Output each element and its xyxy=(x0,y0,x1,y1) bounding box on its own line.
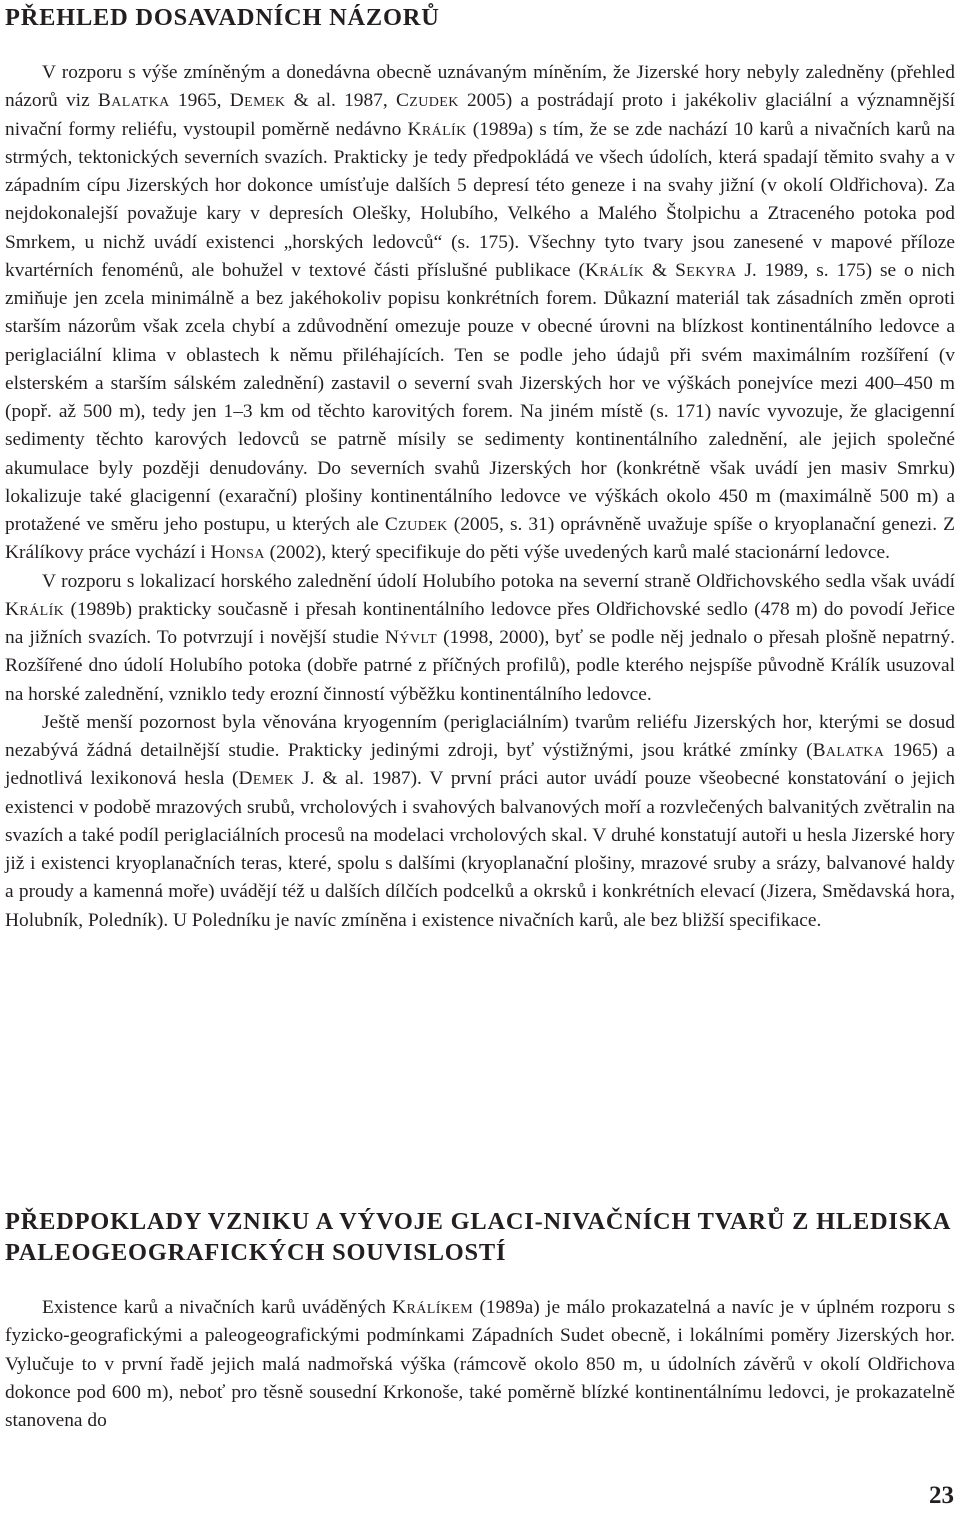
author-name: Králík xyxy=(407,118,467,140)
text-run: (2002), který specifikuje do pěti výše uvedených karů malé stacionární ledovce. xyxy=(264,542,890,564)
author-name: Balatka xyxy=(97,90,170,112)
text-run: (1998, 2000), byť se podle něj jednalo o přesah plošně nepatrný. Rozšířené dno údolí Holubího potoka (dobře patrné z příčných profilů), podle kterého nejspíše původně Králík usuzoval na horské zalednění, vzniklo tedy erozní činností výběžku kontinentálního ledovce. xyxy=(5,627,955,705)
text-run: 2005) a postrádají proto i jakékoliv glaciální a významnější nivační formy reliéfu, vystoupil poměrně nedávno xyxy=(5,90,955,140)
text-run: V rozporu s lokalizací horského zalednění údolí Holubího potoka na severní straně Oldřichovského sedla však uvádí xyxy=(42,570,955,592)
text-run: & xyxy=(644,259,676,281)
author-name: Czudek xyxy=(384,514,448,535)
author-name: Králíkem xyxy=(392,1297,474,1318)
page-number: 23 xyxy=(929,1482,954,1509)
author-name: Demek xyxy=(229,90,286,112)
author-name: Králík xyxy=(5,598,65,620)
section-prerequisites-body xyxy=(5,1294,955,1435)
text-run: Existence karů a nivačních karů uváděných xyxy=(42,1297,393,1318)
paragraph xyxy=(5,1294,955,1435)
text-run: 1965, xyxy=(169,90,230,112)
text-run: Ještě menší pozornost byla věnována kryogenním (periglaciálním) tvarům reliéfu Jizerských hor, kterými se dosud nezabývá žádná detailnější studie. Prakticky jedinými zdroji, byť výstižnými, jsou krátké zmínky ( xyxy=(5,711,955,761)
heading-line: PŘEDPOKLADY VZNIKU A VÝVOJE GLACI-NIVAČNÍCH TVARŮ Z HLEDISKA xyxy=(5,1208,952,1235)
author-name: Sekyra xyxy=(675,259,737,281)
author-name: Demek xyxy=(238,768,295,790)
text-run: 1965) a jednotlivá lexikonová hesla ( xyxy=(5,740,955,790)
text-run: J. 1989, s. 175) se o nich zmiňuje jen zcela minimálně a bez jakéhokoliv popisu konkrétních forem. Důkazní materiál tak zásadních změn oproti starším názorům však zcela chybí a zdůvodnění omezuje pouze v obecné úrovni na blízkost kontinentálního ledovce a periglaciální klima v oblastech k němu přiléhajících. Ten se podle jeho údajů při svém maximálním rozšíření (v elsterském a starším sálském zalednění) zastavil o severní svah Jizerských hor ve výškách ponejvíce mezi 400–450 m (popř. až 500 m), tedy jen 1–3 km od těchto karovitých forem. Na jiném místě (s. 171) navíc vyvozuje, že glacigenní sedimenty těchto karových ledovců se patrně mísily se sedimenty kontinentálního zalednění, ale jejich společné akumulace byly později denudovány. Do severních svahů Jizerských hor (konkrétně však uvádí jen masiv Smrku) lokalizuje také glacigenní (exarační) plošiny kontinentálního ledovce ve výškách okolo 450 m (maximálně 500 m) a protažené ve směru jeho postupu, u kterých ale xyxy=(5,259,956,535)
text-run: (2005, s. 31) oprávněně uvažuje spíše o kryoplanační genezi. Z Králíkovy práce vychází i xyxy=(5,514,955,564)
section-heading-overview: PŘEHLED DOSAVADNÍCH NÁZORŮ xyxy=(5,4,440,31)
text-run: (1989a) je málo prokazatelná a navíc je v úplném rozporu s fyzicko-geografickými a paleogeografickými podmínkami Západních Sudet obecně, i lokálními poměry Jizerských hor. Vylučuje to v první řadě jejich malá nadmořská výška (rámcově okolo 850 m, u údolních závěrů v okolí Oldřichova dokonce pod 600 m), neboť pro těsně sousední Krkonoše, také poměrně blízké kontinentálnímu ledovci, je prokazatelně stanovena do xyxy=(5,1297,955,1431)
text-run: (1989a) s tím, že se zde nachází 10 karů a nivačních karů na strmých, tektonických severních svazích. Prakticky je tedy předpokládá ve všech údolích, která spadají těmito svahy a v západním cípu Jizerských hor dokonce umísťuje dalších 5 depresí této geneze i na svahy jižní (v okolí Oldřichova). Za nejdokonalejší považuje kary v depresích Olešky, Holubího, Velkého a Malého Štolpichu a Ztraceného potoka pod Smrkem, u nichž uvádí existenci „horských ledovců“ (s. 175). Všechny tyto tvary jsou zanesené v mapové příloze kvartérních fenoménů, ale bohužel v textové části příslušné publikace ( xyxy=(5,118,955,281)
text-run: (1989b) prakticky současně i přesah kontinentálního ledovce přes Oldřichovské sedlo (478 m) do povodí Jeřice na jižních svazích. To potvrzují i novější studie xyxy=(5,598,955,648)
author-name: Czudek xyxy=(395,90,459,112)
section-overview-body xyxy=(5,59,955,935)
author-name: Balatka xyxy=(812,740,885,761)
author-name: Králík xyxy=(584,259,645,281)
section-heading-prerequisites xyxy=(5,1206,951,1268)
text-run: V rozporu s výše zmíněným a donedávna obecně uznávaným míněním, že Jizerské hory nebyly zaledněny (přehled názorů viz xyxy=(5,62,955,112)
heading-line: PALEOGEOGRAFICKÝCH SOUVISLOSTÍ xyxy=(5,1239,507,1266)
paragraph xyxy=(5,568,955,709)
author-name: Nývlt xyxy=(384,627,438,648)
text-run: J. & al. 1987). V první práci autor uvádí pouze všeobecné konstatování o jejich existenci v podobě mrazových srubů, vrcholových i svahových balvanových moří a rozvlečených balvanitých zvětralin na svazích a také podíl periglaciálních procesů na modelaci vrcholových skal. V druhé konstatují autoři u hesla Jizerské hory již i existenci kryoplanačních teras, které, spolu s dalšími (kryoplanační plošiny, mrazové sruby a srázy, balvanové haldy a proudy a kamenná moře) uvádějí též u dalších dílčích podcelků a okrsků i konkrétních elevací (Jizera, Smědavská hora, Holubník, Poledník). U Poledníku je navíc zmíněna i existence nivačních karů, ale bez bližší specifikace. xyxy=(5,768,956,931)
paragraph xyxy=(5,59,955,568)
text-run: & al. 1987, xyxy=(285,90,396,112)
author-name: Honsa xyxy=(210,542,265,564)
paragraph xyxy=(5,709,955,935)
